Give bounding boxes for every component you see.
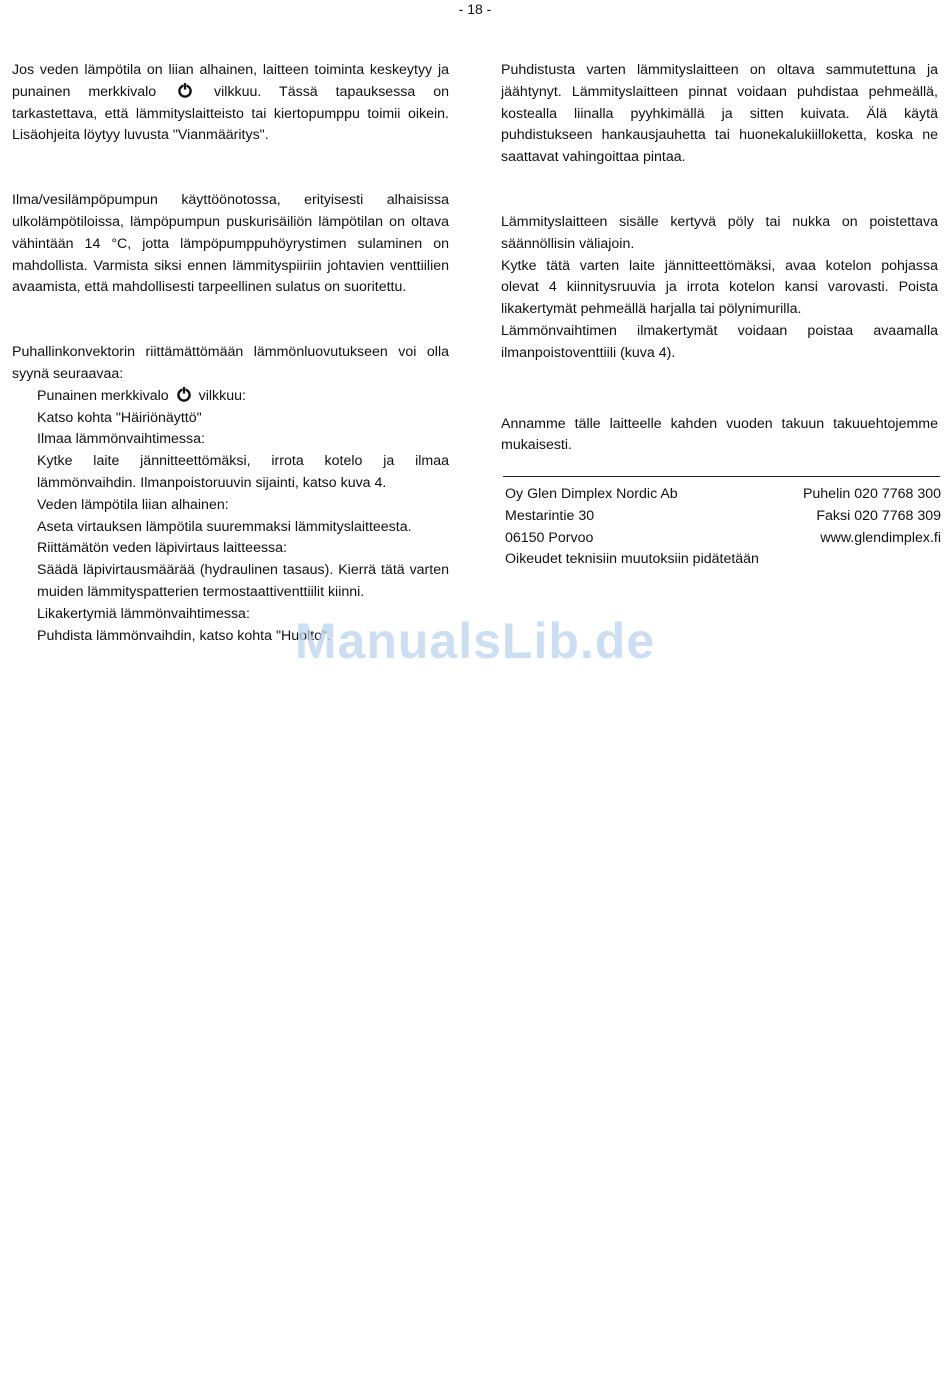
list-item: Likakertymiä lämmönvaihtimessa: <box>37 605 250 622</box>
contact-row <box>505 506 941 528</box>
contact-block <box>505 484 941 571</box>
divider <box>503 476 940 477</box>
list-item: Puhdista lämmönvaihdin, katso kohta "Huolto". <box>37 627 331 644</box>
list-item: Ilmaa lämmönvaihtimessa: <box>37 431 205 448</box>
contact-row <box>505 528 941 550</box>
list-item: Aseta virtauksen lämpötila suuremmaksi lämmityslaitteesta. <box>37 518 412 535</box>
paragraph-startup: Ilma/vesilämpöpumpun käyttöönotossa, erityisesti alhaisissa ulkolämpötiloissa, lämpöpumpun puskurisäiliön lämpötilan on oltava vähintään 14 °C, jotta lämpöpumppuhöyrystimen sulaminen on mahdollista. Varmista siksi ennen lämmityspiiriin johtavien venttiilien avaamista, että mahdollisesti tarpeellinen sulatus on suoritettu. <box>12 192 449 296</box>
paragraph-cleaning: Puhdistusta varten lämmityslaitteen on oltava sammutettuna ja jäähtynyt. Lämmityslaitteen pinnat voidaan puhdistaa pehmeällä, kostealla liinalla pyyhkimällä ja sitten kuivata. Älä käytä puhdistukseen hankausjauhetta tai huonekalukiilloketta, koska ne saattavat vahingoittaa pintaa. <box>501 62 938 166</box>
list-item: Säädä läpivirtausmäärää (hydraulinen tasaus). Kierrä tätä varten muiden lämmityspatterien termostaattiventtiilit kiinni. <box>37 562 449 600</box>
list-item-text: vilkkuu: <box>198 387 246 404</box>
power-icon <box>176 386 192 402</box>
contact-row <box>505 484 941 506</box>
street-address: Mestarintie 30 <box>505 507 595 524</box>
website[interactable]: www.glendimplex.fi <box>820 529 941 546</box>
company-name: Oy Glen Dimplex Nordic Ab <box>505 486 678 502</box>
paragraph-open-casing: Kytke tätä varten laite jännitteettömäksi, avaa kotelon pohjassa olevat 4 kiinnitysruuvia ja irrota kotelon kansi varovasti. Poista likakertymät pehmeällä harjalla tai pölynimurilla. <box>501 257 938 318</box>
right-column <box>501 60 938 457</box>
list-item: Katso kohta "Häiriönäyttö" <box>37 409 202 426</box>
postal-city: 06150 Porvoo <box>505 529 594 546</box>
power-icon <box>177 82 193 98</box>
phone-number: Puhelin 020 7768 300 <box>802 486 941 502</box>
list-item: Veden lämpötila liian alhainen: <box>37 496 229 513</box>
list-item: Riittämätön veden läpivirtaus laitteessa: <box>37 540 287 557</box>
list-item: Kytke laite jännitteettömäksi, irrota kotelo ja ilmaa lämmönvaihdin. Ilmanpoistoruuvin sijainti, katso kuva 4. <box>37 453 449 491</box>
paragraph-air-removal: Lämmönvaihtimen ilmakertymät voidaan poistaa avaamalla ilmanpoistoventtiili (kuva 4). <box>501 322 938 361</box>
fax-number: Faksi 020 7768 309 <box>816 507 941 524</box>
paragraph-text: vilkkuu. Tässä tapauksessa on tarkastettava, että lämmityslaitteisto tai kiertopumppu toimii oikein. Lisäohjeita löytyy luvusta "Vianmääritys". <box>12 83 449 144</box>
paragraph-insufficient-heat: Puhallinkonvektorin riittämättömään lämmönluovutukseen voi olla syynä seuraavaa: <box>12 344 449 382</box>
paragraph-warranty: Annamme tälle laitteelle kahden vuoden takuun takuuehtojemme mukaisesti. <box>501 415 938 454</box>
list-item <box>12 386 449 408</box>
paragraph-dust: Lämmityslaitteen sisälle kertyvä pöly tai nukka on poistettava säännöllisin väliajoin. <box>501 213 938 252</box>
paragraph-low-water-temp <box>12 60 449 147</box>
page-number: - 18 - <box>458 1 492 17</box>
paragraph-text: Jos veden lämpötila on liian alhainen, laitteen toiminta keskeytyy ja punainen merkkivalo <box>12 62 449 100</box>
disclaimer: Oikeudet teknisiin muutoksiin pidätetään <box>505 551 759 568</box>
list-item-text: Punainen merkkivalo <box>37 387 169 404</box>
watermark: ManualsLib.de <box>294 613 656 669</box>
contact-row <box>505 549 941 571</box>
left-column <box>12 60 449 647</box>
